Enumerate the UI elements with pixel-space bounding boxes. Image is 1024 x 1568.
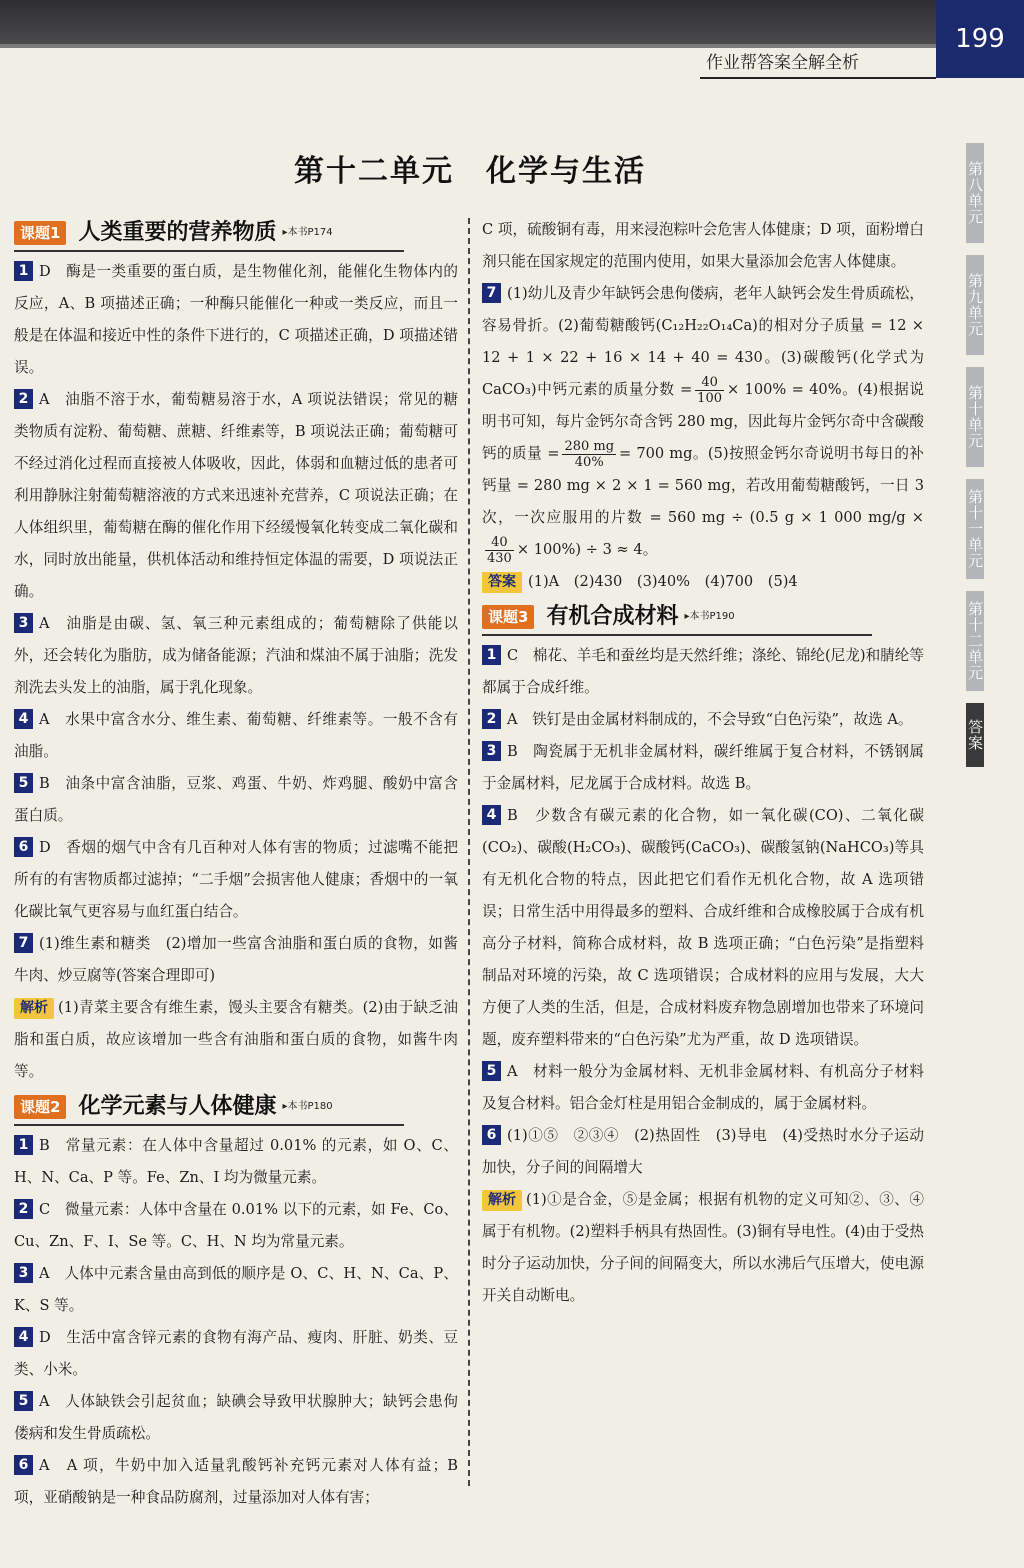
top-banner: [0, 0, 940, 44]
answer-text: A 油脂是由碳、氢、氧三种元素组成的；葡萄糖除了供能以外，还会转化为脂肪，成为储备能源；汽油和煤油不属于油脂；洗发剂洗去头发上的油脂，属于乳化现象。: [14, 615, 458, 696]
answer-item: [14, 608, 458, 704]
book-page-ref: ▸本书P190: [684, 611, 735, 622]
answer-text: (1)幼儿及青少年缺钙会患佝偻病，老年人缺钙会发生骨质疏松，容易骨折。(2)葡萄糖酸钙(C₁₂H₂₂O₁₄Ca)的相对分子质量 = 12 × 12 + 1 × 22 + 16 × 14 + 40 = 430。(3)碳酸钙(化学式为 CaCO₃)中钙元素的质量分数 =: [482, 285, 924, 398]
question-number: 2: [14, 1199, 33, 1219]
answer-text: B 油条中富含油脂，豆浆、鸡蛋、牛奶、炸鸡腿、酸奶中富含蛋白质。: [14, 775, 458, 824]
answer-text: A 水果中富含水分、维生素、葡萄糖、纤维素等。一般不含有油脂。: [14, 711, 458, 760]
answer-text: A 人体缺铁会引起贫血；缺碘会导致甲状腺肿大；缺钙会患佝偻病和发生骨质疏松。: [14, 1393, 458, 1442]
question-number: 6: [482, 1125, 501, 1145]
answer-item: [14, 384, 458, 608]
answer-item: [14, 768, 458, 832]
fraction-numerator: 40: [695, 375, 724, 391]
answer-text: (1)维生素和糖类 (2)增加一些富含油脂和蛋白质的食物，如酱牛肉、炒豆腐等(答案合理即可): [14, 935, 458, 984]
column-divider: [468, 218, 470, 1486]
answer-item: [14, 704, 458, 768]
side-tab-unit-12[interactable]: 第十二单元: [966, 591, 984, 691]
question-number: 1: [482, 645, 501, 665]
question-number: 3: [14, 1263, 33, 1283]
section-header-lesson3: [482, 600, 872, 636]
section-title: 化学元素与人体健康: [78, 1094, 277, 1119]
fraction-denominator: 100: [697, 390, 722, 406]
book-page-ref: ▸本书P174: [282, 227, 333, 238]
answer-item: [482, 640, 924, 704]
answer-text: = 700 mg。(5)按照金钙尔奇说明书每日的补钙量 = 280 mg × 2 × 1 = 560 mg，若改用葡萄糖酸钙，一日 3 次，一次应服用的片数 = 560 mg ÷ (0.5 g × 1 000 mg/g ×: [482, 445, 924, 526]
question-number: 2: [14, 389, 33, 409]
analysis-item: [482, 1184, 924, 1312]
section-title: 有机合成材料: [546, 604, 679, 629]
answer-text: C 微量元素：人体中含量在 0.01% 以下的元素，如 Fe、Co、Cu、Zn、F、I、Se 等。C、H、N 均为常量元素。: [14, 1201, 458, 1250]
analysis-tag: 解析: [482, 1190, 522, 1211]
analysis-item: [14, 992, 458, 1088]
answer-text: A A 项，牛奶中加入适量乳酸钙补充钙元素对人体有益；B 项，亚硝酸钠是一种食品防腐剂，过量添加对人体有害；: [14, 1457, 458, 1506]
answer-text: A 油脂不溶于水，葡萄糖易溶于水，A 项说法错误；常见的糖类物质有淀粉、葡萄糖、蔗糖、纤维素等，B 项说法正确；葡萄糖可不经过消化过程而直接被人体吸收，因此，体弱和血糖过低的患者可利用静脉注射葡萄糖溶液的方式来迅速补充营养，C 项说法正确；在人体组织里，葡萄糖在酶的催化作用下经缓慢氧化转变成二氧化碳和水，同时放出能量，供机体活动和维持恒定体温的需要，D 项说法正确。: [14, 391, 458, 600]
answer-text: B 少数含有碳元素的化合物，如一氧化碳(CO)、二氧化碳(CO₂)、碳酸(H₂CO₃)、碳酸钙(CaCO₃)、碳酸氢钠(NaHCO₃)等具有无机化合物的特点，因此把它们看作无机化合物，故 A 选项错误；日常生活中用得最多的塑料、合成纤维和合成橡胶属于合成有机高分子材料，简称合成材料，故 B 选项正确；“白色污染”是指塑料制品对环境的污染，故 C 选项错误；合成材料的应用与发展，大大方便了人类的生活，但是，合成材料废弃物急剧增加也带来了环境问题，废弃塑料带来的“白色污染”尤为严重，故 D 选项错误。: [482, 807, 924, 1048]
left-column: [14, 214, 458, 1514]
answer-text: B 常量元素：在人体中含量超过 0.01% 的元素，如 O、C、H、N、Ca、P 等。Fe、Zn、I 均为微量元素。: [14, 1137, 458, 1186]
question-number: 1: [14, 1135, 33, 1155]
fraction-denominator: 40%: [574, 454, 604, 470]
answer-tag: 答案: [482, 572, 522, 593]
fraction: [562, 439, 616, 470]
answer-text: D 酶是一类重要的蛋白质，是生物催化剂，能催化生物体内的反应，A、B 项描述正确；一种酶只能催化一种或一类反应，而且一般是在体温和接近中性的条件下进行的，C 项描述正确，D 项描述错误。: [14, 263, 458, 376]
answer-text: A 材料一般分为金属材料、无机非金属材料、有机高分子材料及复合材料。铝合金灯柱是用铝合金制成的，属于金属材料。: [482, 1063, 924, 1112]
section-tag: 课题1: [14, 221, 66, 245]
answer-item: [482, 1120, 924, 1184]
unit-side-tabs: [966, 143, 1024, 779]
question-number: 7: [14, 933, 33, 953]
fraction-denominator: 430: [487, 550, 512, 566]
fraction-numerator: 40: [485, 535, 514, 551]
question-number: 6: [14, 1455, 33, 1475]
side-tab-unit-10[interactable]: 第十单元: [966, 367, 984, 467]
unit-title: 第十二单元 化学与生活: [294, 154, 646, 189]
section-title: 人类重要的营养物质: [78, 220, 277, 245]
side-tab-unit-8[interactable]: 第八单元: [966, 143, 984, 243]
answer-text: A 铁钉是由金属材料制成的，不会导致“白色污染”，故选 A。: [507, 711, 913, 728]
answer-text: A 人体中元素含量由高到低的顺序是 O、C、H、N、Ca、P、K、S 等。: [14, 1265, 458, 1314]
question-number: 6: [14, 837, 33, 857]
final-answer-text: (1)A (2)430 (3)40% (4)700 (5)4: [528, 573, 798, 590]
section-tag: 课题2: [14, 1095, 66, 1119]
question-number: 4: [14, 1327, 33, 1347]
answer-item: [14, 256, 458, 384]
answer-text: × 100%) ÷ 3 ≈ 4。: [516, 541, 658, 558]
question-number: 2: [482, 709, 501, 729]
answer-text: × 100% = 40%。(4)根据说明书可知，每片金钙尔奇含钙 280 mg，因此每片金钙尔奇中含碳酸钙的质量 =: [482, 381, 924, 462]
page-number: 199: [936, 0, 1024, 78]
answer-text: B 陶瓷属于无机非金属材料，碳纤维属于复合材料，不锈钢属于金属材料，尼龙属于合成材料。故选 B。: [482, 743, 924, 792]
answer-item: [482, 278, 924, 566]
answer-item: [14, 1130, 458, 1194]
analysis-tag: 解析: [14, 998, 54, 1019]
question-number: 1: [14, 261, 33, 281]
answer-text: D 香烟的烟气中含有几百种对人体有害的物质；过滤嘴不能把所有的有害物质都过滤掉；“二手烟”会损害他人健康；香烟中的一氧化碳比氧气更容易与血红蛋白结合。: [14, 839, 458, 920]
question-number: 4: [14, 709, 33, 729]
answer-item: [14, 928, 458, 992]
answer-item: [482, 1056, 924, 1120]
book-page-ref: ▸本书P180: [282, 1101, 333, 1112]
answer-item: [482, 800, 924, 1056]
question-number: 4: [482, 805, 501, 825]
fraction-numerator: 280 mg: [564, 438, 615, 454]
answer-text: (1)①⑤ ②③④ (2)热固性 (3)导电 (4)受热时水分子运动加快，分子间的间隔增大: [482, 1127, 924, 1176]
analysis-text: (1)青菜主要含有维生素，馒头主要含有糖类。(2)由于缺乏油脂和蛋白质，故应该增加一些含有油脂和蛋白质的食物，如酱牛肉等。: [14, 999, 458, 1080]
right-column: [482, 214, 924, 1312]
question-number: 5: [14, 1391, 33, 1411]
answer-text: D 生活中富含锌元素的食物有海产品、瘦肉、肝脏、奶类、豆类、小米。: [14, 1329, 458, 1378]
question-number: 5: [14, 773, 33, 793]
final-answer: [482, 566, 924, 598]
side-tab-unit-11[interactable]: 第十一单元: [966, 479, 984, 579]
answer-item: [14, 832, 458, 928]
brand-title: 作业帮答案全解全析: [706, 53, 859, 73]
question-number: 7: [482, 283, 501, 303]
question-number: 3: [482, 741, 501, 761]
side-tab-answers[interactable]: 答案: [966, 703, 984, 767]
section-tag: 课题3: [482, 605, 534, 629]
fraction: [695, 375, 724, 406]
fraction: [485, 535, 514, 566]
side-tab-unit-9[interactable]: 第九单元: [966, 255, 984, 355]
question-number: 5: [482, 1061, 501, 1081]
answer-item: [14, 1450, 458, 1514]
answer-item: [482, 704, 924, 736]
answer-item: [482, 736, 924, 800]
answer-item: [14, 1386, 458, 1450]
section-header-lesson1: [14, 216, 404, 252]
analysis-text: (1)①是合金，⑤是金属；根据有机物的定义可知②、③、④属于有机物。(2)塑料手柄具有热固性。(3)铜有导电性。(4)由于受热时分子运动加快，分子间的间隔变大，所以水沸后气压增大，使电源开关自动断电。: [482, 1191, 924, 1304]
answer-item: [14, 1194, 458, 1258]
answer-text: C 棉花、羊毛和蚕丝均是天然纤维；涤纶、锦纶(尼龙)和腈纶等都属于合成纤维。: [482, 647, 924, 696]
answer-item: [14, 1322, 458, 1386]
answer-item: [14, 1258, 458, 1322]
answer-continuation: C 项，硫酸铜有毒，用来浸泡粽叶会危害人体健康；D 项，面粉增白剂只能在国家规定的范围内使用，如果大量添加会危害人体健康。: [482, 221, 924, 270]
brand-underline: [700, 77, 936, 79]
section-header-lesson2: [14, 1090, 404, 1126]
question-number: 3: [14, 613, 33, 633]
